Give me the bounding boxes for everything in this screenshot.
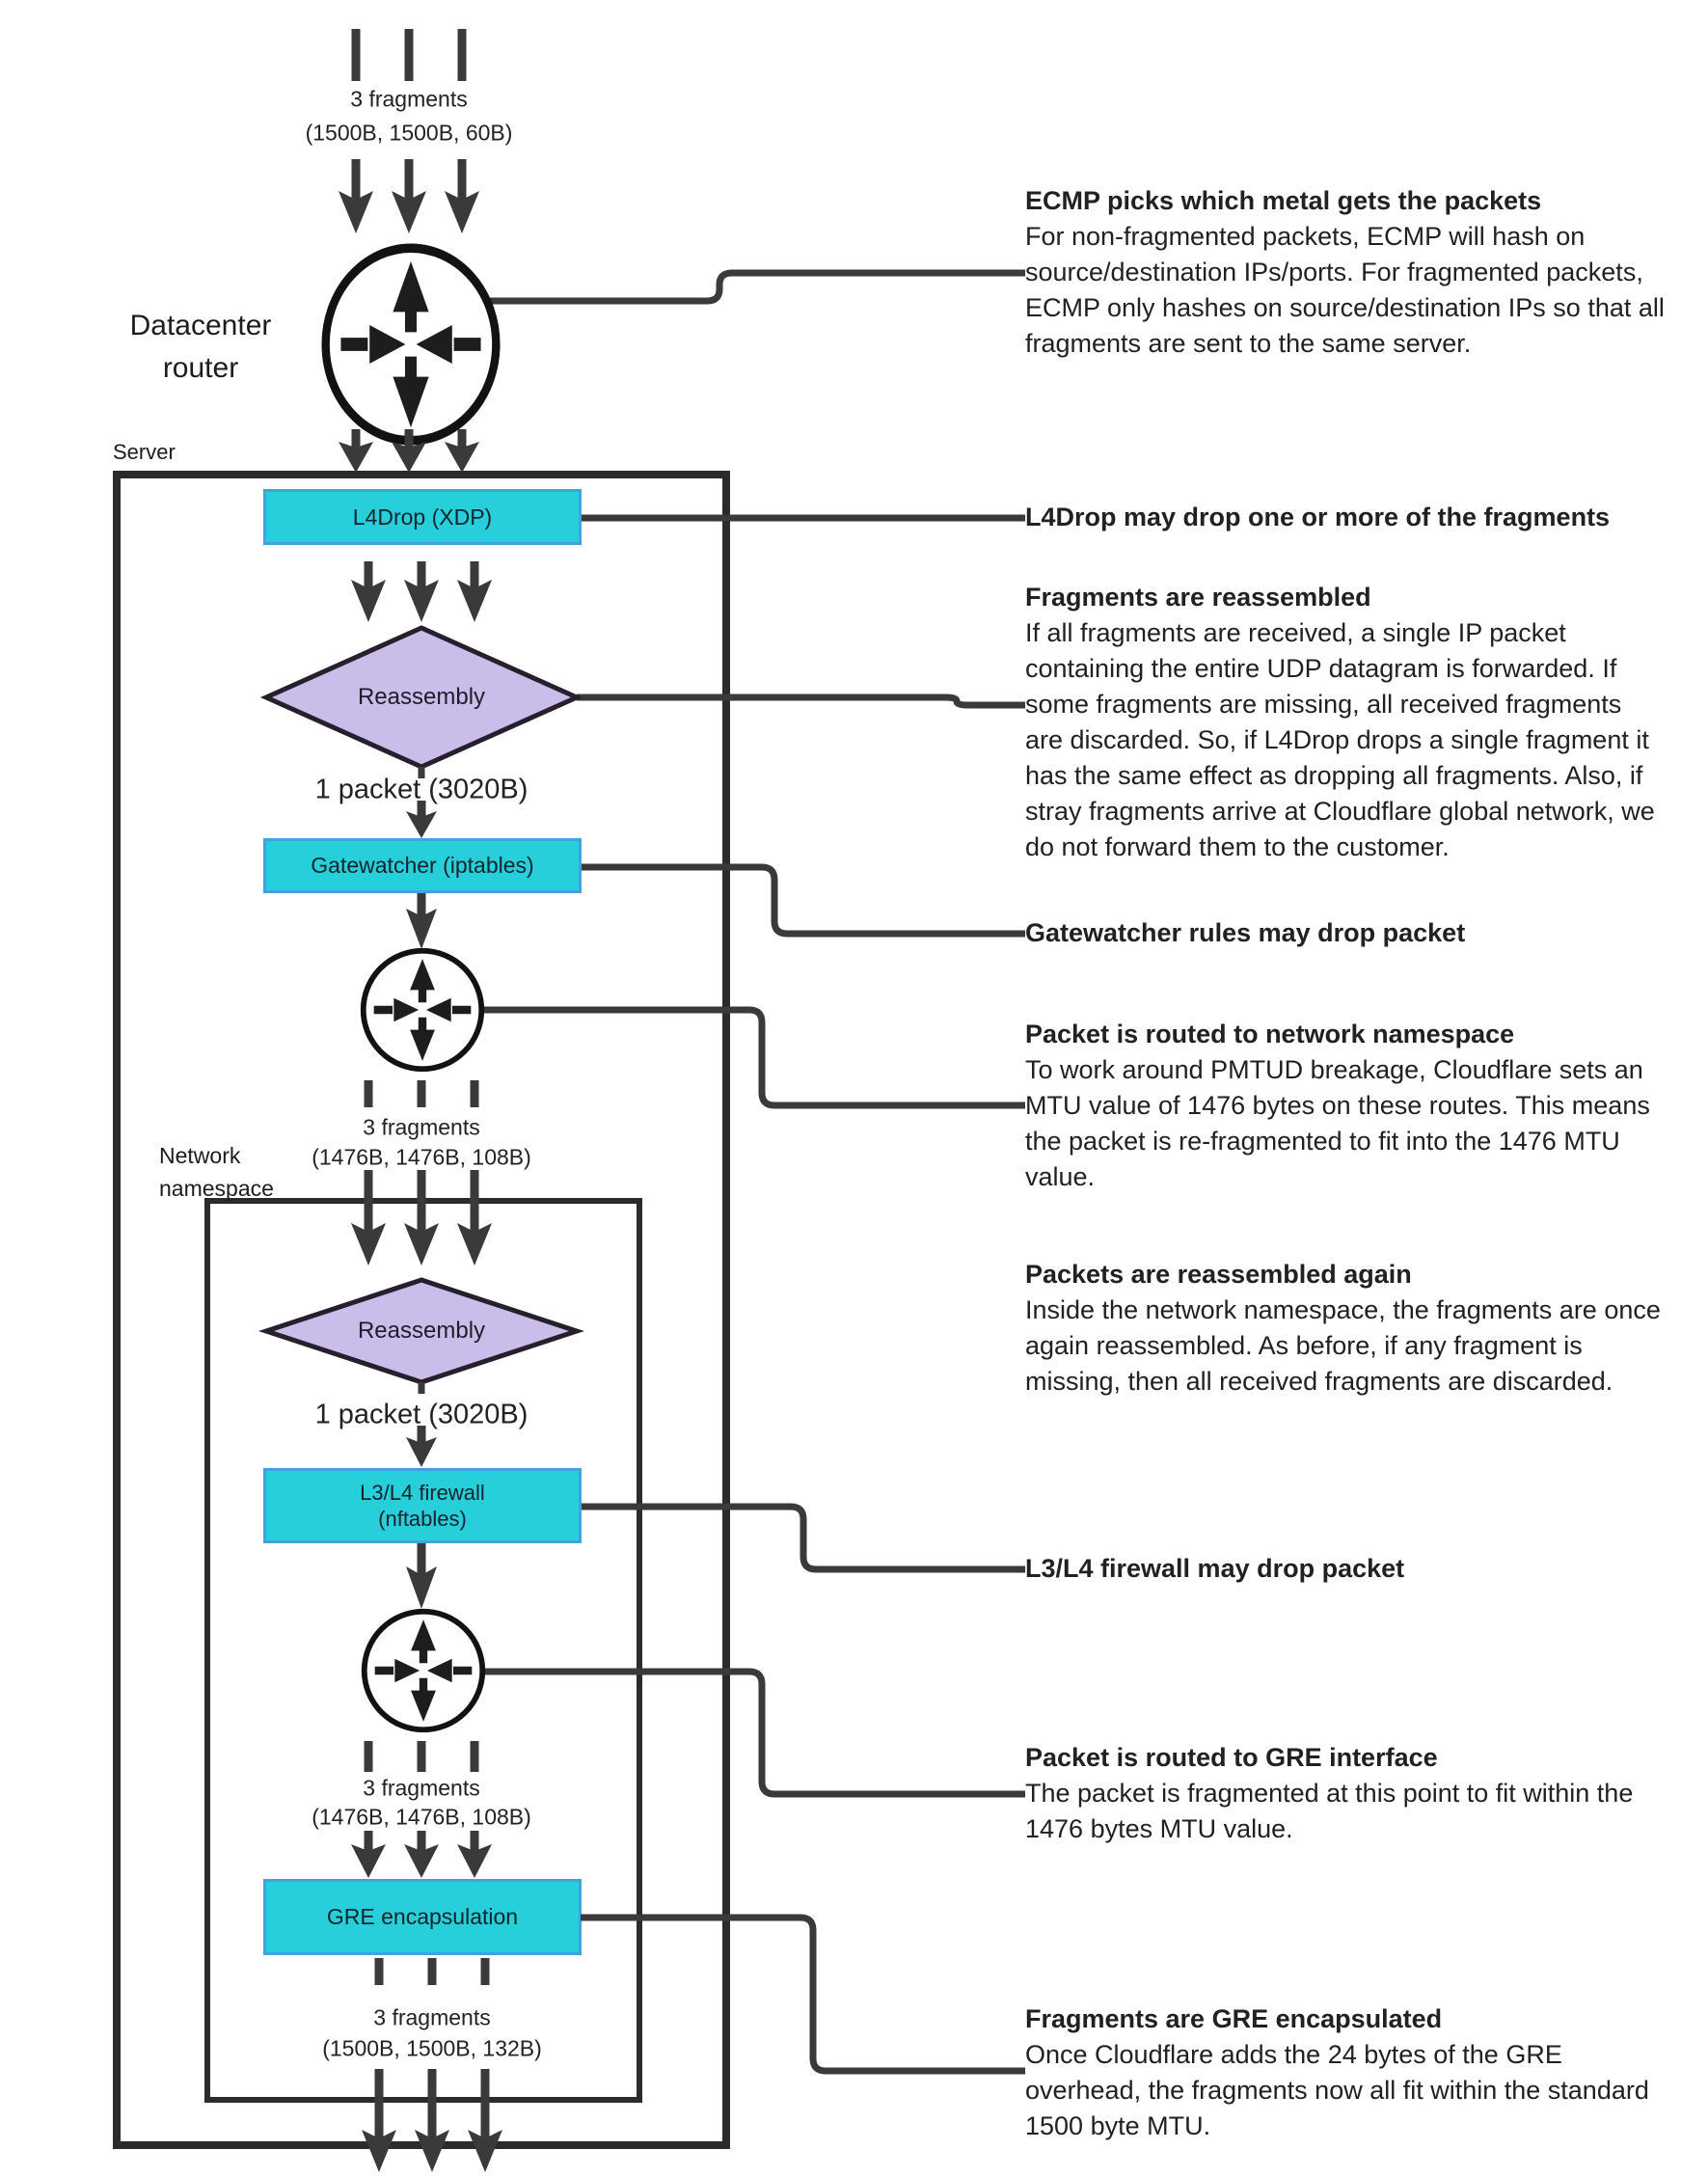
datacenter-router-icon	[326, 248, 497, 441]
server-label: Server	[113, 440, 176, 464]
annotation-ecmp: ECMP picks which metal gets the packets For non-fragmented packets, ECMP will hash on source/destination IPs/ports. For fragmented packets, ECMP only hashes on source/destination IPs so that all fragments are sent to the same server.	[1025, 186, 1665, 358]
bottom-fragments-sizes: (1500B, 1500B, 132B)	[322, 2035, 542, 2061]
router-icon-server	[364, 951, 482, 1070]
reassembly-2-label: Reassembly	[357, 1318, 486, 1344]
connector-gre-encap	[581, 1918, 1025, 2071]
connector-firewall	[582, 1507, 1025, 1569]
mid-fragments-1-sizes: (1476B, 1476B, 108B)	[312, 1144, 531, 1170]
connector-netns-route	[481, 1010, 1025, 1105]
connector-gre-route	[482, 1672, 1025, 1794]
packet-1-label: 1 packet (3020B)	[314, 774, 529, 805]
bottom-fragments-label: 3 fragments	[373, 2004, 491, 2030]
connector-ecmp	[487, 273, 1025, 301]
annotation-gre-encap: Fragments are GRE encapsulated Once Cloudflare adds the 24 bytes of the GRE overhead, the fragments now all fit within the standard 1500 byte MTU.	[1025, 2004, 1649, 2140]
annotation-netns-route: Packet is routed to network namespace To work around PMTUD breakage, Cloudflare sets an MTU value of 1476 bytes on these routes. This means the packet is re-fragmented to fit into the 1476 MTU value.	[1025, 1020, 1650, 1191]
top-fragments-label: 3 fragments	[350, 86, 468, 112]
annotation-reassembled-again: Packets are reassembled again Inside the network namespace, the fragments are once again reassembled. As before, if any fragment is missing, then all received fragments are discarded.	[1025, 1260, 1661, 1396]
firewall-label-line1: L3/L4 firewall	[360, 1481, 485, 1505]
connector-reassembly1	[577, 697, 1025, 705]
gatewatcher-label: Gatewatcher (iptables)	[311, 853, 534, 878]
packet-2-label: 1 packet (3020B)	[314, 1399, 529, 1430]
router-icon-namespace	[365, 1612, 483, 1730]
annotation-reassembled: Fragments are reassembled If all fragments are received, a single IP packet containing the entire UDP datagram is forwarded. If some fragments are missing, all received fragments are discarded. So, if L4Drop drops a single fragment it has the same effect as dropping all fragments. Also, if stray fragments arrive at Cloudflare global network, we do not forward them to the customer.	[1025, 583, 1655, 861]
annotation-firewall: L3/L4 firewall may drop packet	[1025, 1554, 1405, 1583]
gre-label: GRE encapsulation	[326, 1904, 519, 1929]
connector-gatewatcher	[582, 867, 1025, 934]
annotation-l4drop: L4Drop may drop one or more of the fragments	[1025, 503, 1611, 531]
mid-fragments-2-sizes: (1476B, 1476B, 108B)	[312, 1804, 531, 1830]
annotation-gre-route: Packet is routed to GRE interface The packet is fragmented at this point to fit within the 1476 bytes MTU value.	[1025, 1743, 1634, 1843]
annotation-gatewatcher: Gatewatcher rules may drop packet	[1025, 918, 1466, 947]
top-fragments-sizes: (1500B, 1500B, 60B)	[305, 120, 513, 146]
annotation-connectors	[481, 273, 1025, 2071]
datacenter-router-label: Datacenter router	[129, 310, 272, 384]
reassembly-1-label: Reassembly	[357, 684, 486, 710]
l4drop-label: L4Drop (XDP)	[352, 503, 493, 530]
network-namespace-label: Network namespace	[159, 1143, 274, 1201]
firewall-label-line2: (nftables)	[378, 1507, 467, 1531]
mid-fragments-2-label: 3 fragments	[363, 1775, 480, 1801]
mid-fragments-1-label: 3 fragments	[363, 1114, 480, 1140]
